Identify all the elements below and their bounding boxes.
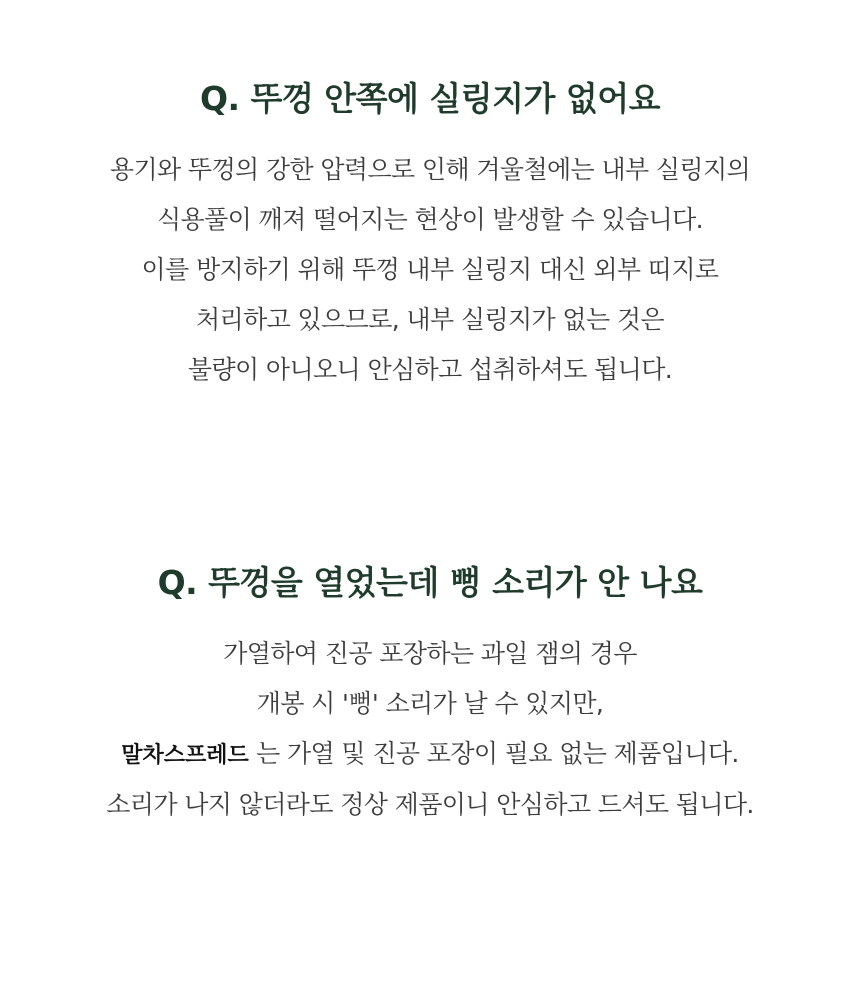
faq-question-title: Q. 뚜껑 안쪽에 실링지가 없어요 [199,79,661,118]
faq-answer-line: 식용풀이 깨져 떨어지는 현상이 발생할 수 있습니다. [157,205,703,234]
faq-answer-line: 불량이 아니오니 안심하고 섭취하셔도 됩니다. [187,355,673,384]
faq-section-pop-sound [0,558,860,830]
faq-answer-line: 개봉 시 '뻥' 소리가 날 수 있지만, [256,689,604,718]
faq-answer [0,629,860,830]
faq-question-title: Q. 뚜껑을 열었는데 뻥 소리가 안 나요 [157,563,703,602]
faq-answer [0,145,860,395]
faq-answer-line: 용기와 뚜껑의 강한 압력으로 인해 겨울철에는 내부 실링지의 [109,155,751,184]
faq-answer-line: 이를 방지하기 위해 뚜껑 내부 실링지 대신 외부 띠지로 [141,255,719,284]
faq-answer-line: 소리가 나지 않더라도 정상 제품이니 안심하고 드셔도 됩니다. [106,790,754,819]
faq-answer-line-brand [0,729,860,780]
faq-answer-line: 처리하고 있으므로, 내부 실링지가 없는 것은 [196,305,664,334]
faq-answer-line: 가열하여 진공 포장하는 과일 잼의 경우 [223,639,637,668]
faq-section-sealing [0,74,860,395]
brand-name: 말차스프레드 [121,742,249,768]
brand-line-text: 는 가열 및 진공 포장이 필요 없는 제품입니다. [248,739,739,768]
